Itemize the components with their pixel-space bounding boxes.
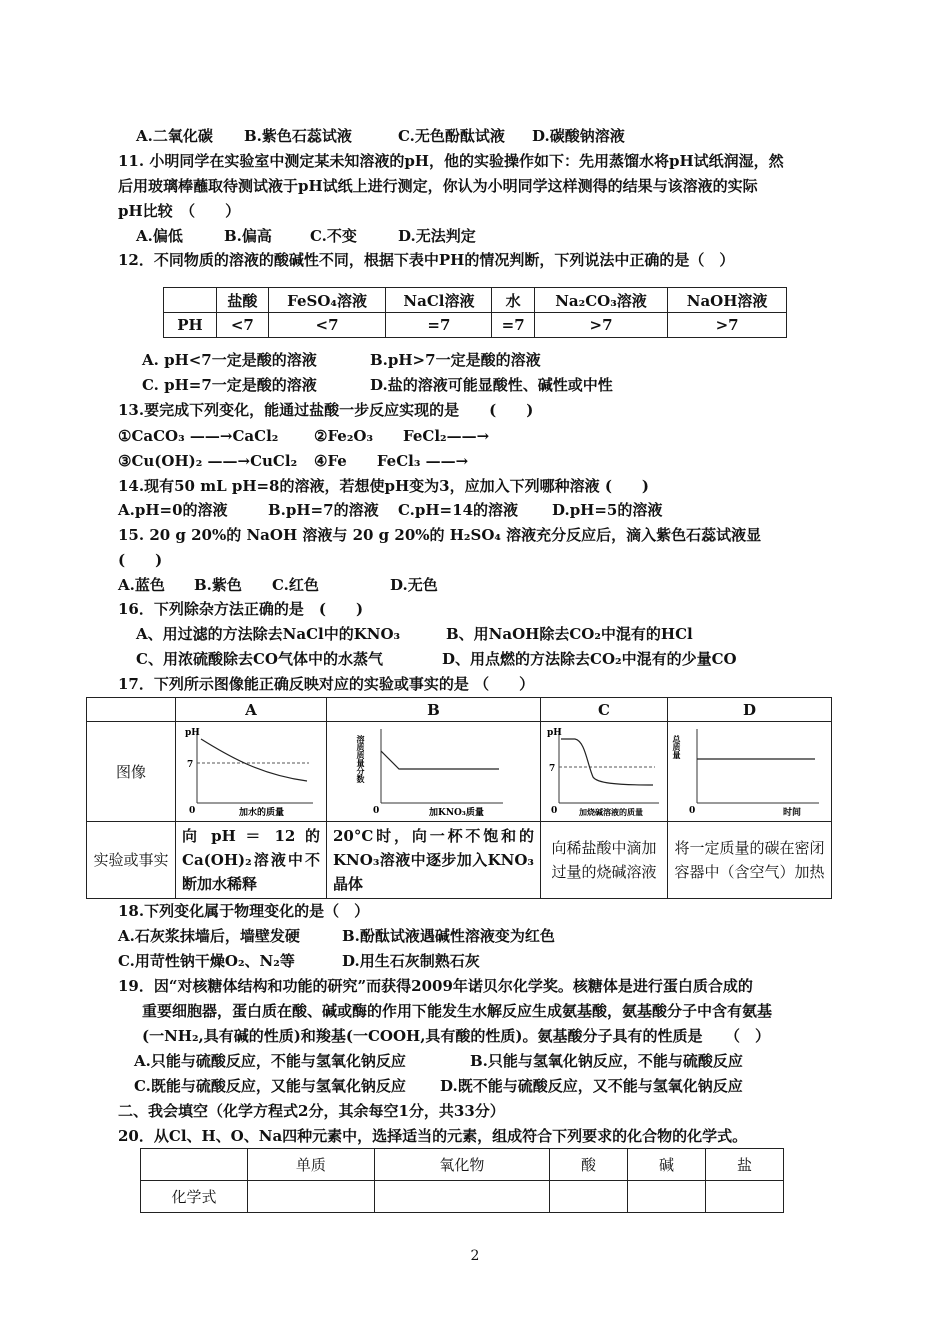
graph-d-origin: 0 — [688, 805, 695, 816]
q11-line-2: 后用玻璃棒蘸取待测试液于pH试纸上进行测定，你认为小明同学这样测得的结果与该溶液的实际 — [118, 177, 758, 195]
q16-option-b: B、用NaOH除去CO₂中混有的HCl — [446, 625, 693, 643]
q20-stem: 20．从Cl、H、O、Na四种元素中，选择适当的元素，组成符合下列要求的化合物的化学式。 — [118, 1127, 748, 1145]
q19-options-ab — [134, 1049, 854, 1073]
q16-stem: 16．下列除杂方法正确的是 ( ) — [118, 600, 364, 618]
q17-header-a: A — [176, 698, 327, 722]
q18-option-a: A.石灰浆抹墙后，墙壁发硬 — [118, 927, 300, 945]
q14-stem: 14.现有50 mL pH=8的溶液，若想使pH变为3，应加入下列哪种溶液 ( ) — [118, 477, 650, 495]
q19-option-b: B.只能与氢氧化钠反应，不能与硫酸反应 — [470, 1052, 743, 1070]
q20-header: 单质 — [248, 1149, 375, 1181]
q12-option-d: D.盐的溶液可能显酸性、碱性或中性 — [370, 376, 613, 394]
q12-option-a: A. pH<7一定是酸的溶液 — [142, 351, 317, 369]
graph-d-xlabel: 时间 — [782, 807, 801, 818]
ph-table-header: NaOH溶液 — [668, 288, 787, 313]
q15-option-b: B.紫色 — [194, 576, 242, 594]
q14-option-d: D.pH=5的溶液 — [552, 501, 663, 519]
q15-options — [118, 573, 838, 597]
ph-table-cell: <7 — [268, 313, 386, 338]
q15-bracket: ( ) — [118, 551, 163, 569]
graph-c-mark: 7 — [549, 763, 556, 774]
graph-a-origin: 0 — [189, 805, 196, 816]
q12-option-c: C. pH=7一定是酸的溶液 — [142, 376, 317, 394]
section-2-heading: 二、我会填空（化学方程式2分，其余每空1分，共33分） — [118, 1102, 505, 1120]
graph-a-curve — [201, 739, 307, 781]
q16-option-d: D、用点燃的方法除去CO₂中混有的少量CO — [442, 650, 737, 668]
q19-options-cd — [134, 1074, 854, 1098]
q19-option-d: D.既不能与硫酸反应，又不能与氢氧化钠反应 — [440, 1077, 743, 1095]
q13-reaction-1: ①CaCO₃ ——→CaCl₂ — [118, 427, 279, 445]
q14-options — [118, 498, 838, 522]
q18-option-b: B.酚酞试液遇碱性溶液变为红色 — [342, 927, 555, 945]
q11-line-1: 11. 小明同学在实验室中测定某未知溶液的pH，他的实验操作如下：先用蒸馏水将pH试纸润湿，然 — [118, 152, 784, 170]
graph-b-curve — [381, 751, 499, 769]
q16-option-a: A、用过滤的方法除去NaCl中的KNO₃ — [136, 625, 401, 643]
ph-table-cell: <7 — [217, 313, 269, 338]
graph-a — [183, 723, 319, 817]
q10-option-a: A.二氧化碳 — [136, 127, 213, 145]
q11-option-d: D.无法判定 — [398, 227, 476, 245]
q20-answer-row — [141, 1181, 784, 1213]
q17-fact-d: 将一定质量的碳在密闭容器中（含空气）加热 — [668, 822, 832, 899]
graph-a-mark: 7 — [187, 759, 194, 770]
graph-c-xlabel: 加烧碱溶液的质量 — [579, 806, 643, 817]
q20-header: 酸 — [550, 1149, 628, 1181]
ph-table-row — [164, 313, 787, 338]
ph-table — [163, 287, 787, 338]
q17-header — [87, 698, 176, 722]
q17-fact-a: 向 pH ＝ 12 的Ca(OH)₂溶液中不断加水稀释 — [176, 822, 327, 899]
graph-cell-c — [541, 722, 668, 822]
graph-b — [355, 723, 509, 818]
q10-option-c: C.无色酚酞试液 — [398, 127, 505, 145]
q17-fact-c: 向稀盐酸中滴加过量的烧碱溶液 — [541, 822, 668, 899]
q20-row-label: 化学式 — [141, 1181, 248, 1213]
graph-c-origin: 0 — [551, 805, 558, 816]
q18-stem: 18.下列变化属于物理变化的是（ ） — [118, 902, 370, 920]
q10-option-d: D.碳酸钠溶液 — [532, 127, 625, 145]
q11-option-b: B.偏高 — [224, 227, 272, 245]
q15-option-d: D.无色 — [390, 576, 438, 594]
q13-reaction-2: ②Fe₂O₃ FeCl₂——→ — [314, 427, 490, 445]
q20-answer-cell[interactable] — [705, 1181, 783, 1213]
q13-reaction-4: ④Fe FeCl₃ ——→ — [314, 452, 469, 470]
q20-answer-cell[interactable] — [248, 1181, 375, 1213]
q18-options-ab — [118, 924, 838, 948]
ph-table-header-row — [164, 288, 787, 313]
q20-header: 氧化物 — [374, 1149, 549, 1181]
graph-cell-a — [176, 722, 327, 822]
q19-line-3: (一NH₂,具有碱的性质)和羧基(一COOH,具有酸的性质)。氨基酸分子具有的性质是 （ ） — [142, 1027, 771, 1045]
q14-option-c: C.pH=14的溶液 — [398, 501, 519, 519]
q18-option-c: C.用苛性钠干燥O₂、N₂等 — [118, 952, 295, 970]
q13-reactions-1 — [118, 424, 838, 448]
ph-table-header: NaCl溶液 — [386, 288, 492, 313]
q12-options-ab — [142, 348, 862, 372]
ph-table-header: 盐酸 — [217, 288, 269, 313]
q17-header-d: D — [668, 698, 832, 722]
graph-a-xlabel: 加水的质量 — [239, 807, 285, 818]
q15-option-c: C.红色 — [272, 576, 319, 594]
ph-table-cell: =7 — [492, 313, 534, 338]
q17-fact-row — [87, 822, 832, 899]
q20-header — [141, 1149, 248, 1181]
q20-table — [140, 1148, 784, 1213]
q18-option-d: D.用生石灰制熟石灰 — [342, 952, 480, 970]
q13-stem: 13.要完成下列变化，能通过盐酸一步反应实现的是 ( ) — [118, 401, 534, 419]
q20-answer-cell[interactable] — [628, 1181, 706, 1213]
q13-reactions-2 — [118, 449, 838, 473]
q11-option-c: C.不变 — [310, 227, 357, 245]
q19-option-c: C.既能与硫酸反应，又能与氢氧化钠反应 — [134, 1077, 406, 1095]
q12-option-b: B.pH>7一定是酸的溶液 — [370, 351, 541, 369]
graph-c — [545, 723, 663, 817]
ph-table-header: 水 — [492, 288, 534, 313]
ph-table-cell: =7 — [386, 313, 492, 338]
graph-b-origin: 0 — [372, 805, 379, 816]
q12-stem: 12．不同物质的溶液的酸碱性不同，根据下表中PH的情况判断，下列说法中正确的是（ ） — [118, 251, 735, 269]
q17-fact-b: 20°C时，向一杯不饱和的KNO₃溶液中逐步加入KNO₃晶体 — [327, 822, 541, 899]
q16-option-c: C、用浓硫酸除去CO气体中的水蒸气 — [136, 650, 383, 668]
q10-option-b: B.紫色石蕊试液 — [244, 127, 352, 145]
graph-a-ylabel: pH — [185, 727, 200, 738]
q17-header-b: B — [327, 698, 541, 722]
q20-answer-cell[interactable] — [374, 1181, 549, 1213]
page-number: 2 — [470, 1248, 480, 1264]
q14-option-b: B.pH=7的溶液 — [268, 501, 379, 519]
graph-b-xlabel: 加KNO₃质量 — [428, 807, 484, 818]
graph-cell-d — [668, 722, 832, 822]
q17-fact-row-label: 实验或事实 — [87, 822, 176, 899]
q20-header-row — [141, 1149, 784, 1181]
ph-table-cell: >7 — [668, 313, 787, 338]
ph-table-cell: >7 — [534, 313, 667, 338]
graph-cell-b — [327, 722, 541, 822]
q18-options-cd — [118, 949, 838, 973]
q11-line-3: pH比较 （ ） — [118, 202, 241, 220]
q15-option-a: A.蓝色 — [118, 576, 165, 594]
graph-d — [671, 723, 825, 818]
q17-header-c: C — [541, 698, 668, 722]
q16-options-ab — [136, 622, 856, 646]
q11-option-a: A.偏低 — [136, 227, 183, 245]
q17-graph-row — [87, 722, 832, 822]
ph-table-header: Na₂CO₃溶液 — [534, 288, 667, 313]
q16-options-cd — [136, 647, 856, 671]
q20-header: 碱 — [628, 1149, 706, 1181]
graph-c-curve — [561, 739, 653, 785]
q19-line-1: 19．因“对核糖体结构和功能的研究”而获得2009年诺贝尔化学奖。核糖体是进行蛋白质合成的 — [118, 977, 753, 995]
q15-stem: 15. 20 g 20%的 NaOH 溶液与 20 g 20%的 H₂SO₄ 溶液充分反应后，滴入紫色石蕊试液显 — [118, 526, 762, 544]
graph-d-ylabel: 总质量 — [671, 734, 682, 759]
q11-options — [136, 224, 856, 248]
q10-options — [136, 124, 856, 148]
q17-table — [86, 697, 832, 899]
q19-option-a: A.只能与硫酸反应，不能与氢氧化钠反应 — [134, 1052, 406, 1070]
q13-reaction-3: ③Cu(OH)₂ ——→CuCl₂ — [118, 452, 298, 470]
graph-b-ylabel: 溶质质量分数 — [355, 734, 366, 783]
graph-c-ylabel: pH — [547, 727, 562, 738]
ph-table-header — [164, 288, 217, 313]
q14-option-a: A.pH=0的溶液 — [118, 501, 228, 519]
ph-table-header: FeSO₄溶液 — [268, 288, 386, 313]
ph-table-cell: PH — [164, 313, 217, 338]
q17-header-row — [87, 698, 832, 722]
q19-line-2: 重要细胞器，蛋白质在酸、碱或酶的作用下能发生水解反应生成氨基酸，氨基酸分子中含有氨基 — [142, 1002, 773, 1020]
q20-header: 盐 — [705, 1149, 783, 1181]
q12-options-cd — [142, 373, 862, 397]
q17-graph-row-label: 图像 — [87, 722, 176, 822]
q17-stem: 17．下列所示图像能正确反映对应的实验或事实的是 （ ） — [118, 675, 535, 693]
q20-answer-cell[interactable] — [550, 1181, 628, 1213]
